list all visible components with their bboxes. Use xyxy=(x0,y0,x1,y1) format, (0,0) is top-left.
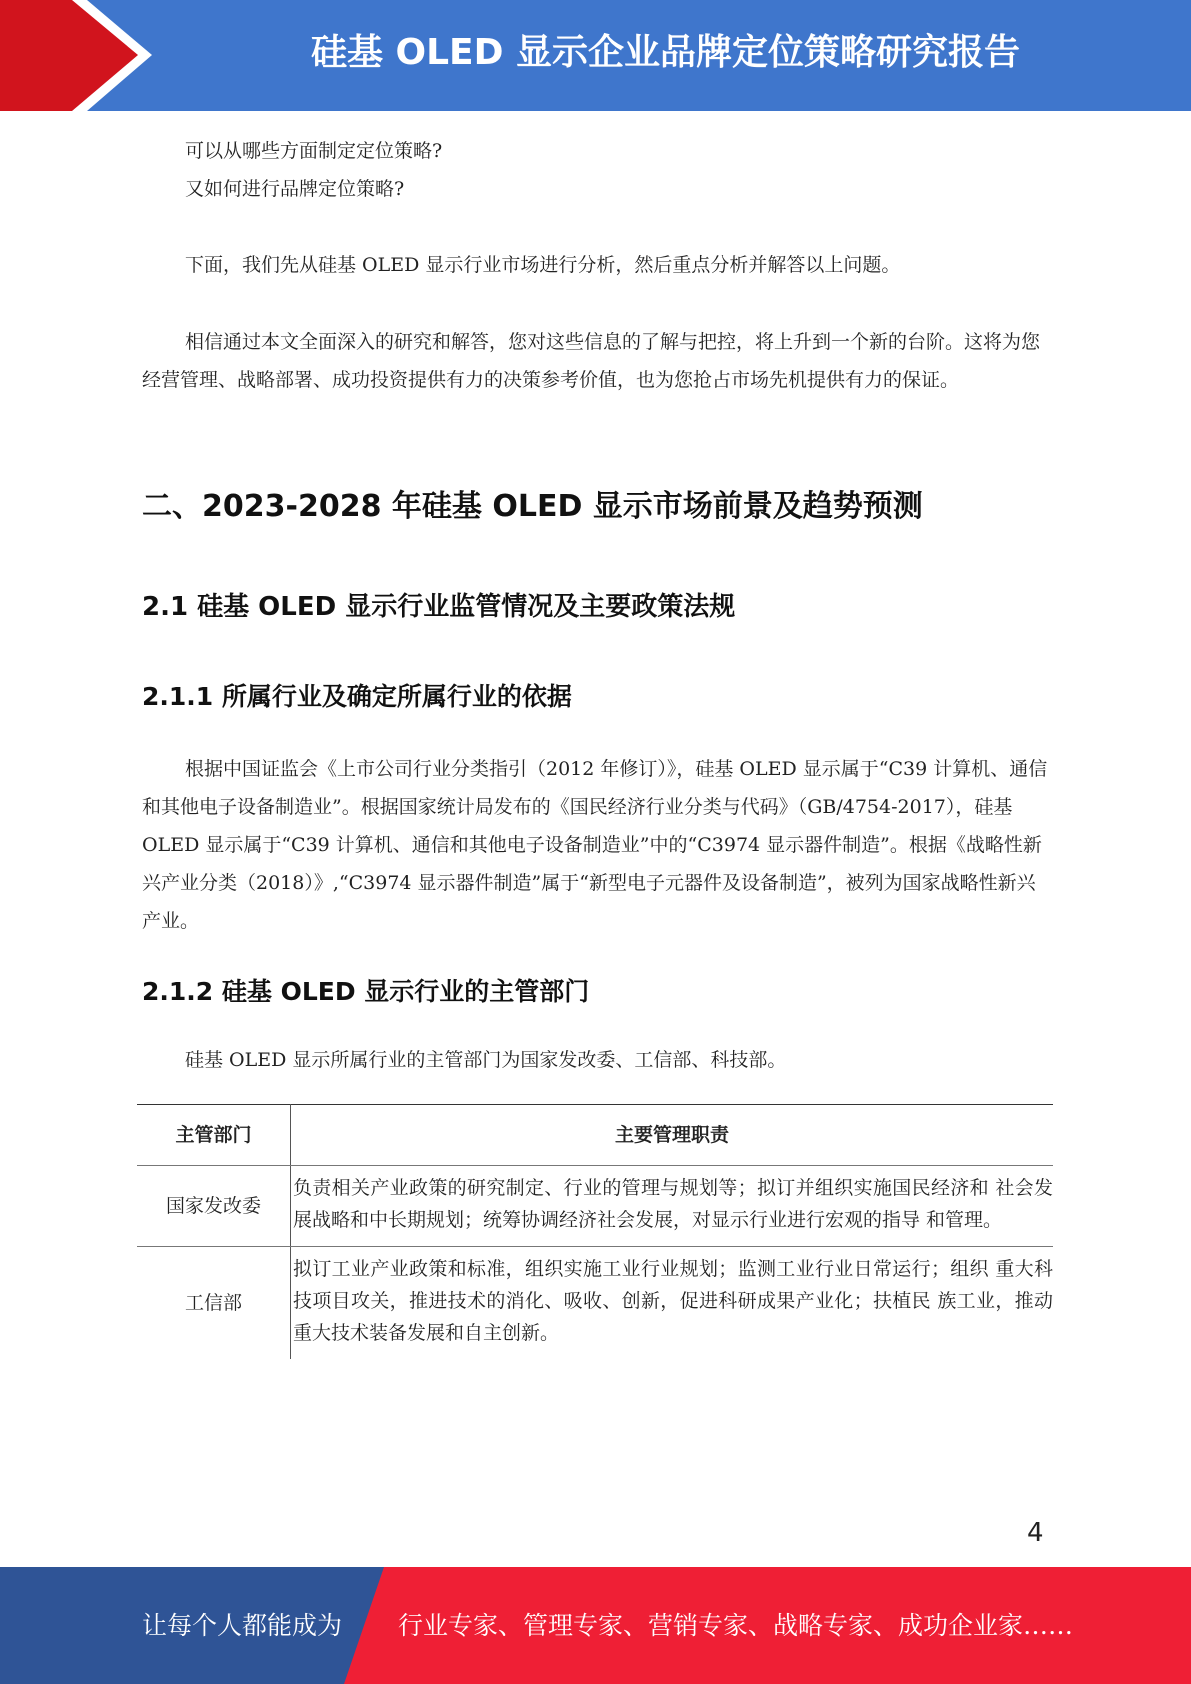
subsection-2-1-block xyxy=(142,586,1052,623)
footer-slogan-left: 让每个人都能成为 xyxy=(142,1611,343,1640)
page-header xyxy=(0,0,1191,111)
table-cell-dept: 工信部 xyxy=(137,1247,291,1360)
table-row xyxy=(137,1166,1053,1247)
intro-paragraph-1-block xyxy=(142,246,1052,284)
table-cell-dept: 国家发改委 xyxy=(137,1166,291,1247)
header-arrow-icon xyxy=(0,0,138,111)
section-heading-block xyxy=(142,481,1052,525)
subsection-heading-2-1-2: 2.1.2 硅基 OLED 显示行业的主管部门 xyxy=(142,977,590,1006)
authorities-intro-paragraph: 硅基 OLED 显示所属行业的主管部门为国家发改委、工信部、科技部。 xyxy=(185,1049,787,1071)
subsection-heading-2-1: 2.1 硅基 OLED 显示行业监管情况及主要政策法规 xyxy=(142,592,736,622)
subsection-2-1-1-block xyxy=(142,677,1052,713)
subsection-2-1-2-block xyxy=(142,972,1052,1008)
intro-questions xyxy=(142,132,1052,208)
table-cell-duty: 负责相关产业政策的研究制定、行业的管理与规划等；拟订并组织实施国民经济和 社会发展战略和中长期规划；统筹协调经济社会发展，对显示行业进行宏观的指导 和管理。 xyxy=(291,1166,1054,1247)
section-heading: 二、2023-2028 年硅基 OLED 显示市场前景及趋势预测 xyxy=(142,489,923,524)
table-header-dept: 主管部门 xyxy=(137,1105,291,1166)
intro-paragraph-2: 相信通过本文全面深入的研究和解答，您对这些信息的了解与把控，将上升到一个新的台阶。这将为您经营管理、战略部署、成功投资提供有力的决策参考价值，也为您抢占市场先机提供有力的保证。 xyxy=(142,331,1041,391)
authorities-table xyxy=(137,1104,1053,1359)
report-title: 硅基 OLED 显示企业品牌定位策略研究报告 xyxy=(310,32,1021,73)
table-header-duty: 主要管理职责 xyxy=(291,1105,1054,1166)
page-footer xyxy=(0,1567,1191,1684)
industry-basis-paragraph: 根据中国证监会《上市公司行业分类指引（2012 年修订）》，硅基 OLED 显示属于“C39 计算机、通信和其他电子设备制造业”。根据国家统计局发布的《国民经济行业分类与代码》（GB/4754-2017），硅基 OLED 显示属于“C39 计算机、通信和其他电子设备制造业”中的“C3974 显示器件制造”。根据《战略性新兴产业分类（2018）》,“C3974 显示器件制造”属于“新型电子元器件及设备制造”，被列为国家战略性新兴产业。 xyxy=(142,758,1048,932)
intro-paragraph-1: 下面，我们先从硅基 OLED 显示行业市场进行分析，然后重点分析并解答以上问题。 xyxy=(185,254,901,276)
table-header-row xyxy=(137,1105,1053,1166)
industry-basis-block xyxy=(142,750,1052,940)
subsection-heading-2-1-1: 2.1.1 所属行业及确定所属行业的依据 xyxy=(142,682,572,711)
table-cell-duty: 拟订工业产业政策和标准，组织实施工业行业规划；监测工业行业日常运行；组织 重大科技项目攻关，推进技术的消化、吸收、创新，促进科研成果产业化；扶植民 族工业，推动重大技术装备发展和自主创新。 xyxy=(293,1258,1053,1344)
authorities-intro-block xyxy=(142,1041,1052,1079)
page-number: 4 xyxy=(1027,1518,1044,1548)
intro-question-2: 又如何进行品牌定位策略? xyxy=(185,178,405,200)
footer-slogan-right: 行业专家、管理专家、营销专家、战略专家、成功企业家…… xyxy=(398,1611,1074,1640)
table-row xyxy=(137,1247,1053,1360)
intro-question-1: 可以从哪些方面制定定位策略? xyxy=(185,140,443,162)
intro-paragraph-2-block xyxy=(142,323,1052,399)
